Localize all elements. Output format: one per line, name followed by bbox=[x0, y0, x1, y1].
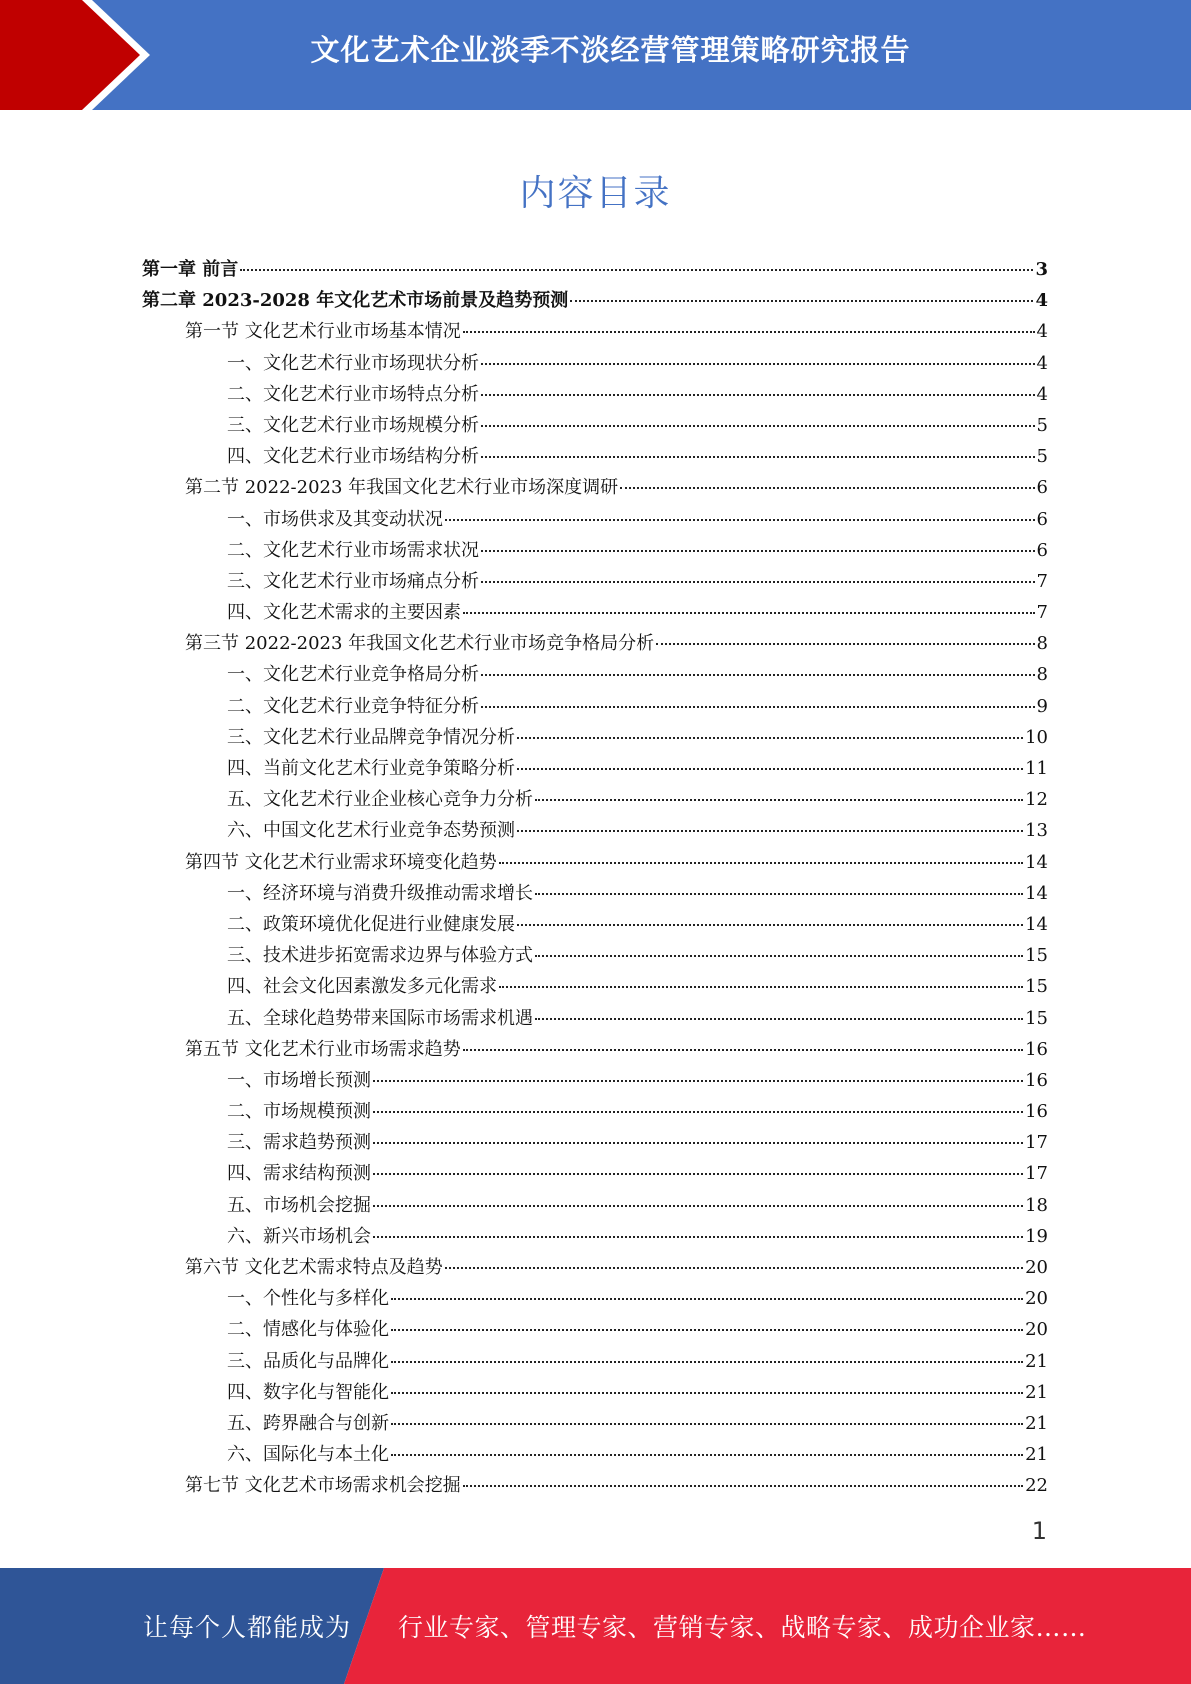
toc-dot-leader bbox=[391, 1454, 1023, 1456]
toc-dot-leader bbox=[240, 269, 1033, 271]
toc-entry-label: 第七节 文化艺术市场需求机会挖掘 bbox=[185, 1475, 461, 1497]
toc-entry[interactable] bbox=[142, 1377, 1048, 1408]
toc-entry[interactable] bbox=[142, 1252, 1048, 1283]
toc-dot-leader bbox=[463, 612, 1035, 614]
toc-entry-label: 三、文化艺术行业市场规模分析 bbox=[227, 414, 479, 436]
toc-entry[interactable] bbox=[142, 1096, 1048, 1127]
toc-entry-page: 12 bbox=[1025, 789, 1048, 811]
toc-entry[interactable] bbox=[142, 410, 1048, 441]
toc-entry[interactable] bbox=[142, 566, 1048, 597]
toc-dot-leader bbox=[656, 643, 1034, 645]
toc-entry-label: 五、跨界融合与创新 bbox=[227, 1412, 389, 1434]
toc-dot-leader bbox=[373, 1173, 1023, 1175]
toc-entry-label: 二、情感化与体验化 bbox=[227, 1319, 389, 1341]
toc-dot-leader bbox=[373, 1236, 1023, 1238]
toc-dot-leader bbox=[620, 487, 1034, 489]
toc-dot-leader bbox=[481, 550, 1035, 552]
header-banner bbox=[0, 0, 1191, 110]
toc-entry-page: 21 bbox=[1025, 1444, 1048, 1466]
toc-entry[interactable] bbox=[142, 1408, 1048, 1439]
toc-dot-leader bbox=[535, 955, 1023, 957]
toc-entry[interactable] bbox=[142, 1439, 1048, 1470]
footer-banner bbox=[0, 1568, 1191, 1684]
toc-dot-leader bbox=[499, 862, 1023, 864]
toc-entry-label: 三、技术进步拓宽需求边界与体验方式 bbox=[227, 945, 533, 967]
toc-dot-leader bbox=[463, 1049, 1023, 1051]
document-title: 文化艺术企业淡季不淡经营管理策略研究报告 bbox=[310, 33, 911, 67]
toc-dot-leader bbox=[535, 1018, 1023, 1020]
toc-entry-label: 三、文化艺术行业品牌竞争情况分析 bbox=[227, 726, 515, 748]
toc-entry-label: 一、文化艺术行业竞争格局分析 bbox=[227, 664, 479, 686]
toc-dot-leader bbox=[445, 1267, 1023, 1269]
toc-entry[interactable] bbox=[142, 847, 1048, 878]
toc-entry-page: 18 bbox=[1025, 1194, 1048, 1216]
toc-entry[interactable] bbox=[142, 1221, 1048, 1252]
toc-entry-label: 六、中国文化艺术行业竞争态势预测 bbox=[227, 820, 515, 842]
toc-entry-page: 9 bbox=[1036, 695, 1048, 717]
toc-entry[interactable] bbox=[142, 379, 1048, 410]
toc-entry[interactable] bbox=[142, 878, 1048, 909]
toc-entry-label: 三、文化艺术行业市场痛点分析 bbox=[227, 570, 479, 592]
toc-entry-label: 六、国际化与本土化 bbox=[227, 1444, 389, 1466]
toc-dot-leader bbox=[445, 519, 1035, 521]
toc-entry[interactable] bbox=[142, 285, 1048, 316]
toc-dot-leader bbox=[481, 456, 1035, 458]
toc-entry-label: 四、文化艺术行业市场结构分析 bbox=[227, 446, 479, 468]
toc-entry-label: 一、文化艺术行业市场现状分析 bbox=[227, 352, 479, 374]
toc-entry[interactable] bbox=[142, 1470, 1048, 1501]
toc-entry-page: 22 bbox=[1025, 1475, 1048, 1497]
toc-entry-page: 4 bbox=[1036, 383, 1048, 405]
toc-entry-page: 7 bbox=[1036, 570, 1048, 592]
toc-entry-page: 4 bbox=[1035, 290, 1048, 312]
toc-entry[interactable] bbox=[142, 753, 1048, 784]
toc-entry[interactable] bbox=[142, 254, 1048, 285]
toc-dot-leader bbox=[517, 924, 1023, 926]
header-arrow-decoration bbox=[0, 0, 160, 110]
toc-dot-leader bbox=[391, 1361, 1023, 1363]
footer-slogan-left: 让每个人都能成为 bbox=[143, 1613, 352, 1642]
toc-dot-leader bbox=[499, 986, 1023, 988]
toc-dot-leader bbox=[535, 799, 1023, 801]
toc-entry-label: 四、数字化与智能化 bbox=[227, 1381, 389, 1403]
toc-dot-leader bbox=[481, 581, 1035, 583]
toc-entry-label: 四、社会文化因素激发多元化需求 bbox=[227, 976, 497, 998]
toc-dot-leader bbox=[463, 331, 1035, 333]
toc-entry-label: 二、文化艺术行业市场需求状况 bbox=[227, 539, 479, 561]
toc-dot-leader bbox=[517, 768, 1023, 770]
toc-entry[interactable] bbox=[142, 535, 1048, 566]
toc-entry-page: 11 bbox=[1025, 758, 1048, 779]
toc-dot-leader bbox=[481, 363, 1035, 365]
toc-entry[interactable] bbox=[142, 691, 1048, 722]
toc-entry[interactable] bbox=[142, 628, 1048, 659]
toc-entry-page: 8 bbox=[1036, 633, 1048, 655]
toc-entry-label: 六、新兴市场机会 bbox=[227, 1225, 371, 1247]
toc-entry-label: 第四节 文化艺术行业需求环境变化趋势 bbox=[185, 851, 497, 873]
toc-entry-label: 第六节 文化艺术需求特点及趋势 bbox=[185, 1257, 443, 1278]
toc-entry-label: 五、全球化趋势带来国际市场需求机遇 bbox=[227, 1007, 533, 1029]
toc-entry-label: 第三节 2022-2023 年我国文化艺术行业市场竞争格局分析 bbox=[185, 633, 655, 655]
toc-entry-label: 五、市场机会挖掘 bbox=[227, 1194, 371, 1216]
toc-entry-page: 15 bbox=[1025, 1007, 1048, 1029]
toc-entry[interactable] bbox=[142, 1283, 1048, 1314]
toc-entry-page: 7 bbox=[1036, 602, 1048, 624]
toc-entry[interactable] bbox=[142, 784, 1048, 815]
toc-entry-page: 13 bbox=[1025, 820, 1048, 842]
toc-entry-page: 14 bbox=[1025, 851, 1048, 873]
toc-entry[interactable] bbox=[142, 659, 1048, 690]
toc-entry[interactable] bbox=[142, 940, 1048, 971]
toc-entry-label: 第一章 前言 bbox=[142, 259, 239, 280]
toc-entry-page: 14 bbox=[1025, 882, 1048, 904]
toc-entry-label: 二、文化艺术行业竞争特征分析 bbox=[227, 695, 479, 717]
toc-entry-page: 20 bbox=[1025, 1319, 1048, 1341]
toc-entry-label: 四、需求结构预测 bbox=[227, 1163, 371, 1185]
toc-entry-page: 17 bbox=[1025, 1163, 1048, 1185]
toc-entry-label: 三、需求趋势预测 bbox=[227, 1132, 371, 1154]
toc-entry-page: 15 bbox=[1025, 976, 1048, 998]
toc-entry[interactable] bbox=[142, 597, 1048, 628]
toc-dot-leader bbox=[373, 1080, 1023, 1082]
toc-entry-page: 16 bbox=[1025, 1038, 1048, 1060]
toc-entry[interactable] bbox=[142, 1003, 1048, 1034]
toc-dot-leader bbox=[373, 1111, 1023, 1113]
toc-entry-label: 一、个性化与多样化 bbox=[227, 1288, 389, 1310]
toc-entry-page: 20 bbox=[1025, 1257, 1048, 1278]
toc-entry-label: 第五节 文化艺术行业市场需求趋势 bbox=[185, 1038, 461, 1060]
toc-dot-leader bbox=[535, 893, 1023, 895]
toc-dot-leader bbox=[391, 1329, 1023, 1331]
toc-heading: 内容目录 bbox=[519, 173, 672, 214]
toc-entry[interactable] bbox=[142, 1065, 1048, 1096]
toc-dot-leader bbox=[373, 1142, 1023, 1144]
toc-entry[interactable] bbox=[142, 1314, 1048, 1345]
toc-entry[interactable] bbox=[142, 1190, 1048, 1221]
toc-entry-page: 6 bbox=[1036, 539, 1048, 561]
toc-entry-page: 3 bbox=[1035, 259, 1048, 280]
page-number: 1 bbox=[1031, 1517, 1047, 1545]
toc-dot-leader bbox=[391, 1423, 1023, 1425]
toc-entry-label: 一、市场增长预测 bbox=[227, 1069, 371, 1091]
toc-entry-label: 第二节 2022-2023 年我国文化艺术行业市场深度调研 bbox=[185, 477, 619, 499]
toc-entry-page: 21 bbox=[1025, 1412, 1048, 1434]
toc-entry-page: 5 bbox=[1036, 446, 1048, 468]
toc-entry-page: 5 bbox=[1036, 414, 1048, 436]
toc-entry-page: 15 bbox=[1025, 945, 1048, 967]
toc-entry[interactable] bbox=[142, 504, 1048, 535]
toc-dot-leader bbox=[481, 706, 1035, 708]
toc-entry[interactable] bbox=[142, 472, 1048, 503]
toc-entry-page: 16 bbox=[1025, 1069, 1048, 1091]
toc-entry-label: 四、当前文化艺术行业竞争策略分析 bbox=[227, 758, 515, 779]
toc-entry-page: 16 bbox=[1025, 1101, 1048, 1123]
toc-dot-leader bbox=[481, 425, 1035, 427]
footer-slogan-right: 行业专家、管理专家、营销专家、战略专家、成功企业家…… bbox=[398, 1613, 1087, 1642]
toc-entry-page: 19 bbox=[1025, 1225, 1048, 1247]
toc-entry-page: 21 bbox=[1025, 1381, 1048, 1403]
toc-entry-page: 6 bbox=[1036, 477, 1048, 499]
toc-dot-leader bbox=[481, 394, 1035, 396]
toc-entry-page: 14 bbox=[1025, 913, 1048, 935]
toc-dot-leader bbox=[570, 300, 1033, 302]
toc-entry[interactable] bbox=[142, 1158, 1048, 1189]
toc-dot-leader bbox=[481, 674, 1035, 676]
toc-dot-leader bbox=[517, 830, 1023, 832]
toc-entry-page: 4 bbox=[1036, 352, 1048, 374]
toc-entry[interactable] bbox=[142, 1127, 1048, 1158]
toc-entry-label: 二、文化艺术行业市场特点分析 bbox=[227, 383, 479, 405]
toc-dot-leader bbox=[373, 1205, 1023, 1207]
toc-dot-leader bbox=[517, 737, 1023, 739]
toc-entry-page: 6 bbox=[1036, 508, 1048, 530]
toc-entry-label: 三、品质化与品牌化 bbox=[227, 1350, 389, 1372]
toc-entry[interactable] bbox=[142, 441, 1048, 472]
toc-entry-label: 二、市场规模预测 bbox=[227, 1101, 371, 1123]
toc-entry[interactable] bbox=[142, 722, 1048, 753]
toc-entry[interactable] bbox=[142, 316, 1048, 347]
toc-entry-page: 4 bbox=[1036, 321, 1048, 343]
toc-dot-leader bbox=[463, 1485, 1023, 1487]
toc-entry[interactable] bbox=[142, 348, 1048, 379]
toc-entry-page: 20 bbox=[1025, 1288, 1048, 1310]
toc-entry[interactable] bbox=[142, 815, 1048, 846]
toc-entry-label: 四、文化艺术需求的主要因素 bbox=[227, 602, 461, 624]
toc-entry[interactable] bbox=[142, 1346, 1048, 1377]
toc-entry-page: 8 bbox=[1036, 664, 1048, 686]
toc-entry[interactable] bbox=[142, 909, 1048, 940]
toc-entry-label: 二、政策环境优化促进行业健康发展 bbox=[227, 913, 515, 935]
toc-entry-page: 21 bbox=[1025, 1350, 1048, 1372]
toc-entry-page: 10 bbox=[1025, 726, 1048, 748]
toc-entry-label: 第二章 2023-2028 年文化艺术市场前景及趋势预测 bbox=[142, 290, 569, 312]
toc-entry[interactable] bbox=[142, 1034, 1048, 1065]
toc-entry-label: 五、文化艺术行业企业核心竞争力分析 bbox=[227, 789, 533, 811]
toc-entry[interactable] bbox=[142, 971, 1048, 1002]
toc-dot-leader bbox=[391, 1298, 1023, 1300]
toc-entry-label: 一、市场供求及其变动状况 bbox=[227, 508, 443, 530]
table-of-contents bbox=[142, 254, 1048, 1502]
toc-entry-page: 17 bbox=[1025, 1132, 1048, 1154]
toc-entry-label: 一、经济环境与消费升级推动需求增长 bbox=[227, 882, 533, 904]
toc-dot-leader bbox=[391, 1392, 1023, 1394]
toc-entry-label: 第一节 文化艺术行业市场基本情况 bbox=[185, 321, 461, 343]
